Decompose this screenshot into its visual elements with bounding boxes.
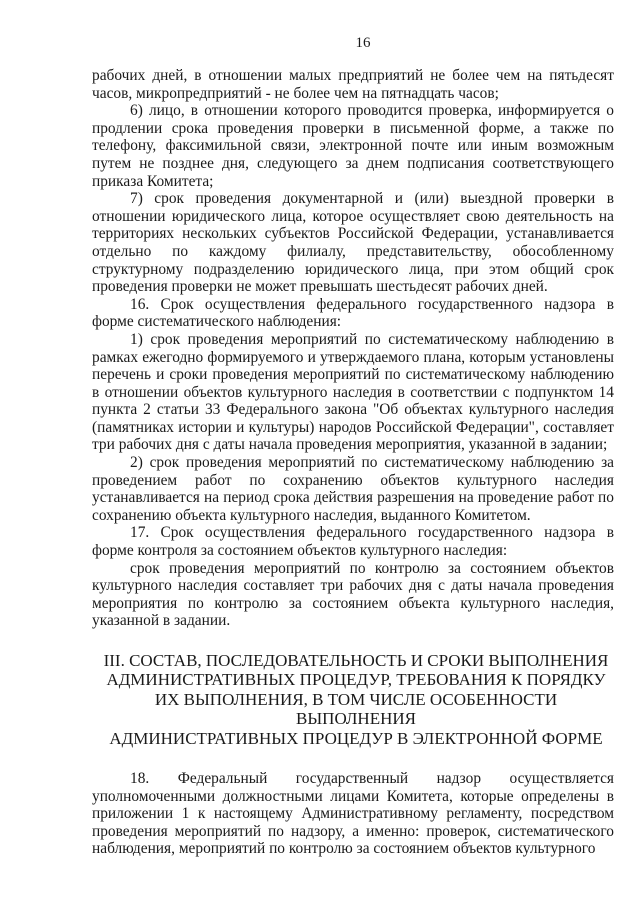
paragraph-item-7: 7) срок проведения документарной и (или) выездной проверки в отношении юридического лица, которое осуществляет свою деятельность на территориях нескольких субъектов Российской Федерации, устанавливается отдельно по каждому филиалу, представительству, обособленному структурному подразделению юридического лица, при этом общий срок проведения проверки не может превышать шестьдесят рабочих дней. — [92, 190, 614, 296]
paragraph-clause-17: 17. Срок осуществления федерального государственного надзора в форме контроля за состоянием объектов культурного наследия: — [92, 524, 614, 560]
section-heading-line: III. СОСТАВ, ПОСЛЕДОВАТЕЛЬНОСТЬ И СРОКИ ВЫПОЛНЕНИЯ — [103, 651, 609, 670]
paragraph-clause-18: 18. Федеральный государственный надзор осуществляется уполномоченными должностными лицами Комитета, которые определены в приложении 1 к настоящему Административному регламенту, посредством проведения мероприятий по надзору, а именно: проверок, систематического наблюдения, мероприятий по контролю за состоянием объектов культурного — [92, 770, 614, 858]
section-heading — [92, 651, 614, 748]
paragraph-clause-17-text: срок проведения мероприятий по контролю за состоянием объектов культурного наследия составляет три рабочих дня с даты начала проведения мероприятия по контролю за состоянием объекта культурного наследия, указанной в задании. — [92, 559, 614, 630]
body-text-bottom — [92, 770, 614, 858]
paragraph-clause-16-item-2: 2) срок проведения мероприятий по систематическому наблюдению за проведением работ по сохранению объектов культурного наследия устанавливается на период срока действия разрешения на проведение работ по сохранению объекта культурного наследия, выданного Комитетом. — [92, 454, 614, 524]
section-heading-line: АДМИНИСТРАТИВНЫХ ПРОЦЕДУР, ТРЕБОВАНИЯ К ПОРЯДКУ — [106, 670, 606, 690]
section-heading-line: АДМИНИСТРАТИВНЫХ ПРОЦЕДУР В ЭЛЕКТРОННОЙ ФОРМЕ — [109, 728, 603, 748]
document-page — [92, 34, 614, 858]
paragraph-clause-16: 16. Срок осуществления федерального государственного надзора в форме систематического наблюдения: — [92, 295, 614, 331]
page-number: 16 — [355, 35, 371, 51]
paragraph-item-6: 6) лицо, в отношении которого проводится проверка, информируется о продлении срока проведения проверки в письменной форме, а также по телефону, факсимильной связи, электронной почте или иным возможным путем не позднее дня, следующего за днем подписания соответствующего приказа Комитета; — [92, 102, 614, 190]
body-text-top — [92, 67, 614, 630]
paragraph-continuation: рабочих дней, в отношении малых предприятий не более чем на пятьдесят часов, микропредприятий - не более чем на пятнадцать часов; — [92, 67, 614, 102]
section-heading-line: ИХ ВЫПОЛНЕНИЯ, В ТОМ ЧИСЛЕ ОСОБЕННОСТИ ВЫПОЛНЕНИЯ — [154, 689, 558, 729]
paragraph-clause-16-item-1: 1) срок проведения мероприятий по систематическому наблюдению в рамках ежегодно формируемого и утверждаемого плана, которым установлены перечень и сроки проведения мероприятий по систематическому наблюдению в отношении объектов культурного наследия в соответствии с подпунктом 14 пункта 2 статьи 33 Федерального закона "Об объектах культурного наследия (памятниках истории и культуры) народов Российской Федерации", составляет три рабочих дня с даты начала проведения мероприятия, указанной в задании; — [92, 330, 614, 454]
